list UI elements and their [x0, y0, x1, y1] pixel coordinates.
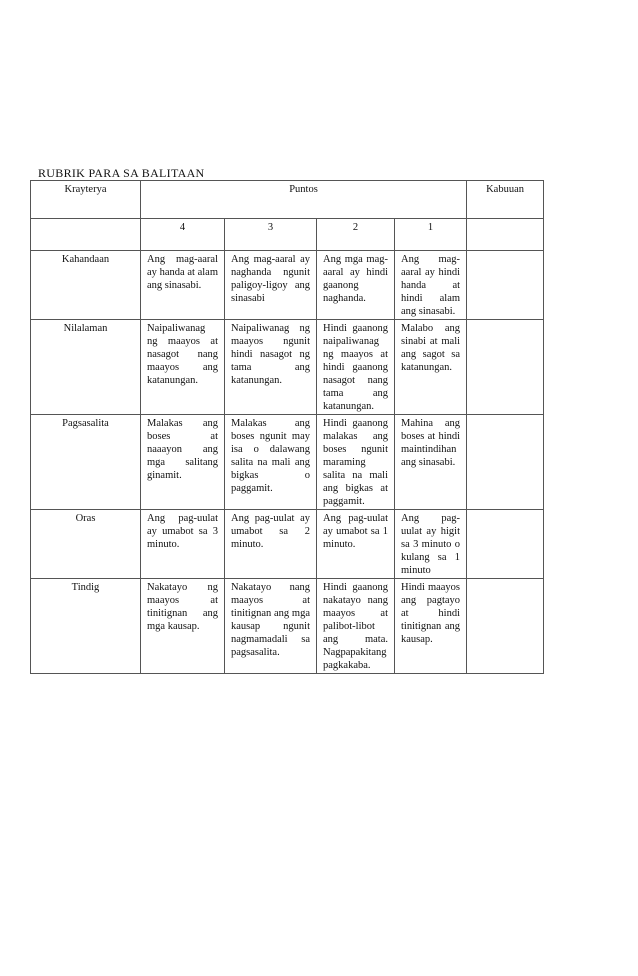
- rubric-cell: Ang mga mag-aaral ay hindi gaanong naghanda.: [317, 251, 395, 320]
- rubric-cell: Hindi gaanong naipaliwanag ng maayos at hindi gaanong nasagot nang tama ang katanungan.: [317, 320, 395, 415]
- rubric-cell: Ang mag-aaral ay hindi handa at hindi alam ang sinasabi.: [395, 251, 467, 320]
- rubric-cell: Ang mag-aaral ay handa at alam ang sinasabi.: [141, 251, 225, 320]
- score-total-blank: [467, 219, 544, 251]
- rubric-cell: Malakas ang boses at naaayon ang mga salitang ginamit.: [141, 415, 225, 510]
- score-1: 1: [395, 219, 467, 251]
- rubric-cell: Hindi gaanong nakatayo nang maayos at palibot-libot ang mata. Nagpapakitang pagkakaba.: [317, 579, 395, 674]
- rubric-cell: Ang pag-uulat ay umabot sa 1 minuto.: [317, 510, 395, 579]
- total-cell: [467, 579, 544, 674]
- score-2: 2: [317, 219, 395, 251]
- header-criteria: Krayterya: [31, 181, 141, 219]
- criterion-cell: Pagsasalita: [31, 415, 141, 510]
- total-cell: [467, 415, 544, 510]
- rubric-cell: Ang mag-aaral ay naghanda ngunit paligoy-ligoy ang sinasabi: [225, 251, 317, 320]
- rubric-cell: Ang pag-uulat ay higit sa 3 minuto o kulang sa 1 minuto: [395, 510, 467, 579]
- rubric-cell: Nakatayo ng maayos at tinitignan ang mga kausap.: [141, 579, 225, 674]
- table-row: [31, 415, 544, 510]
- table-row: [31, 320, 544, 415]
- score-3: 3: [225, 219, 317, 251]
- header-total: Kabuuan: [467, 181, 544, 219]
- rubric-cell: Naipaliwanag ng maayos ngunit hindi nasagot ng tama ang katanungan.: [225, 320, 317, 415]
- header-points: Puntos: [141, 181, 467, 219]
- total-cell: [467, 510, 544, 579]
- rubric-cell: Hindi maayos ang pagtayo at hindi tinitignan ang kausap.: [395, 579, 467, 674]
- rubric-cell: Mahina ang boses at hindi maintindihan ang sinasabi.: [395, 415, 467, 510]
- rubric-cell: Malakas ang boses ngunit may isa o dalawang salita na mali ang bigkas o paggamit.: [225, 415, 317, 510]
- score-blank-cell: [31, 219, 141, 251]
- rubric-cell: Nakatayo nang maayos at tinitignan ang mga kausap ngunit nagmamadali sa pagsasalita.: [225, 579, 317, 674]
- document-title: RUBRIK PARA SA BALITAAN: [38, 166, 205, 180]
- table-row: [31, 251, 544, 320]
- rubric-cell: Naipaliwanag ng maayos at nasagot nang maayos ang katanungan.: [141, 320, 225, 415]
- rubric-cell: Hindi gaanong malakas ang boses ngunit maraming salita na mali ang bigkas at paggamit.: [317, 415, 395, 510]
- score-row: [31, 219, 544, 251]
- rubric-cell: Ang pag-uulat ay umabot sa 3 minuto.: [141, 510, 225, 579]
- score-4: 4: [141, 219, 225, 251]
- table-row: [31, 579, 544, 674]
- rubric-cell: Ang pag-uulat ay umabot sa 2 minuto.: [225, 510, 317, 579]
- header-row: [31, 181, 544, 219]
- total-cell: [467, 251, 544, 320]
- criterion-cell: Oras: [31, 510, 141, 579]
- rubric-cell: Malabo ang sinabi at mali ang sagot sa katanungan.: [395, 320, 467, 415]
- criterion-cell: Kahandaan: [31, 251, 141, 320]
- rubric-table: [30, 180, 544, 674]
- table-row: [31, 510, 544, 579]
- criterion-cell: Tindig: [31, 579, 141, 674]
- criterion-cell: Nilalaman: [31, 320, 141, 415]
- total-cell: [467, 320, 544, 415]
